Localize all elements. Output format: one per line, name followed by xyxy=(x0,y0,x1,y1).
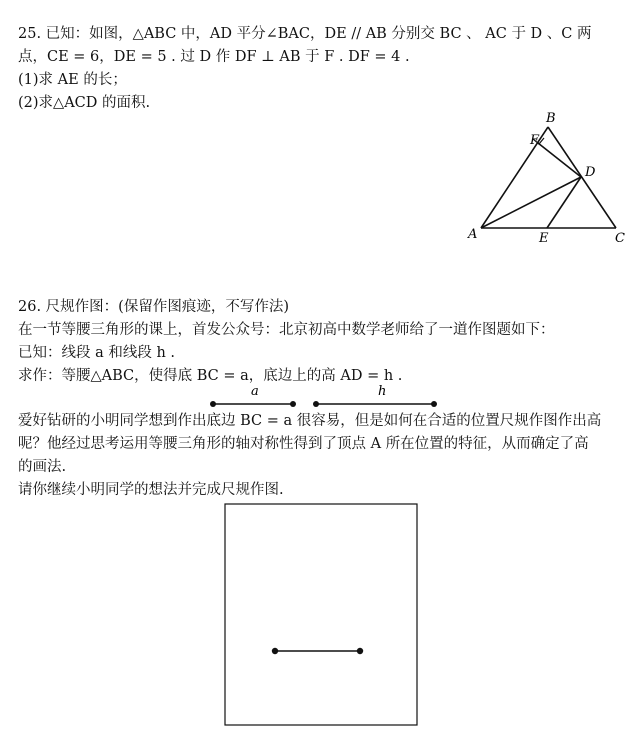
given-segments xyxy=(208,384,448,412)
q25-triangle-figure xyxy=(460,110,635,250)
q25-part-1: (1)求 AE 的长； xyxy=(18,72,127,88)
label-E: E xyxy=(539,231,549,246)
q25-part-2: (2)求△ACD 的面积. xyxy=(18,95,151,111)
segment-a-endpoint-left xyxy=(210,401,216,407)
q26-given: 已知：线段 a 和线段 h . xyxy=(18,345,176,361)
label-B: B xyxy=(546,111,556,126)
segment-h-endpoint-left xyxy=(313,401,319,407)
segment-DE xyxy=(547,177,581,228)
label-F: F xyxy=(530,133,540,148)
q26-line-5: 爱好钻研的小明同学想到作出底边 BC = a 很容易，但是如何在合适的位置尺规作图作出高 xyxy=(18,413,602,429)
segment-AD xyxy=(481,177,581,228)
segment-a-label: a xyxy=(251,384,259,399)
q25-line-2: 点，CE = 6，DE = 5 . 过 D 作 DF ⊥ AB 于 F . DF = 4 . xyxy=(18,49,410,65)
q26-line-6: 呢？他经过思考运用等腰三角形的轴对称性得到了顶点 A 所在位置的特征，从而确定了高 xyxy=(18,436,589,452)
segment-DF xyxy=(538,143,581,177)
q26-line-2: 在一节等腰三角形的课上，首发公众号：北京初高中数学老师给了一道作图题如下： xyxy=(18,322,555,338)
label-D: D xyxy=(585,165,596,180)
q26-line-7: 的画法. xyxy=(18,459,67,475)
label-A: A xyxy=(468,227,478,242)
segment-BC xyxy=(548,127,616,228)
q26-construct: 求作：等腰△ABC，使得底 BC = a，底边上的高 AD = h . xyxy=(18,368,403,384)
segment-bc-endpoint-left xyxy=(272,648,278,654)
segment-h-endpoint-right xyxy=(431,401,437,407)
segment-h-label: h xyxy=(378,384,387,399)
segment-bc-endpoint-right xyxy=(357,648,363,654)
segment-a-endpoint-right xyxy=(290,401,296,407)
box-border xyxy=(225,504,417,725)
q25-line-1: 25. 已知：如图，△ABC 中，AD 平分∠BAC，DE // AB 分别交 BC 、 AC 于 D 、C 两 xyxy=(18,26,592,42)
q26-title: 26. 尺规作图：(保留作图痕迹，不写作法) xyxy=(18,299,289,315)
label-C: C xyxy=(615,231,625,246)
q26-instruction: 请你继续小明同学的想法并完成尺规作图. xyxy=(18,482,284,498)
construction-box xyxy=(224,503,420,727)
